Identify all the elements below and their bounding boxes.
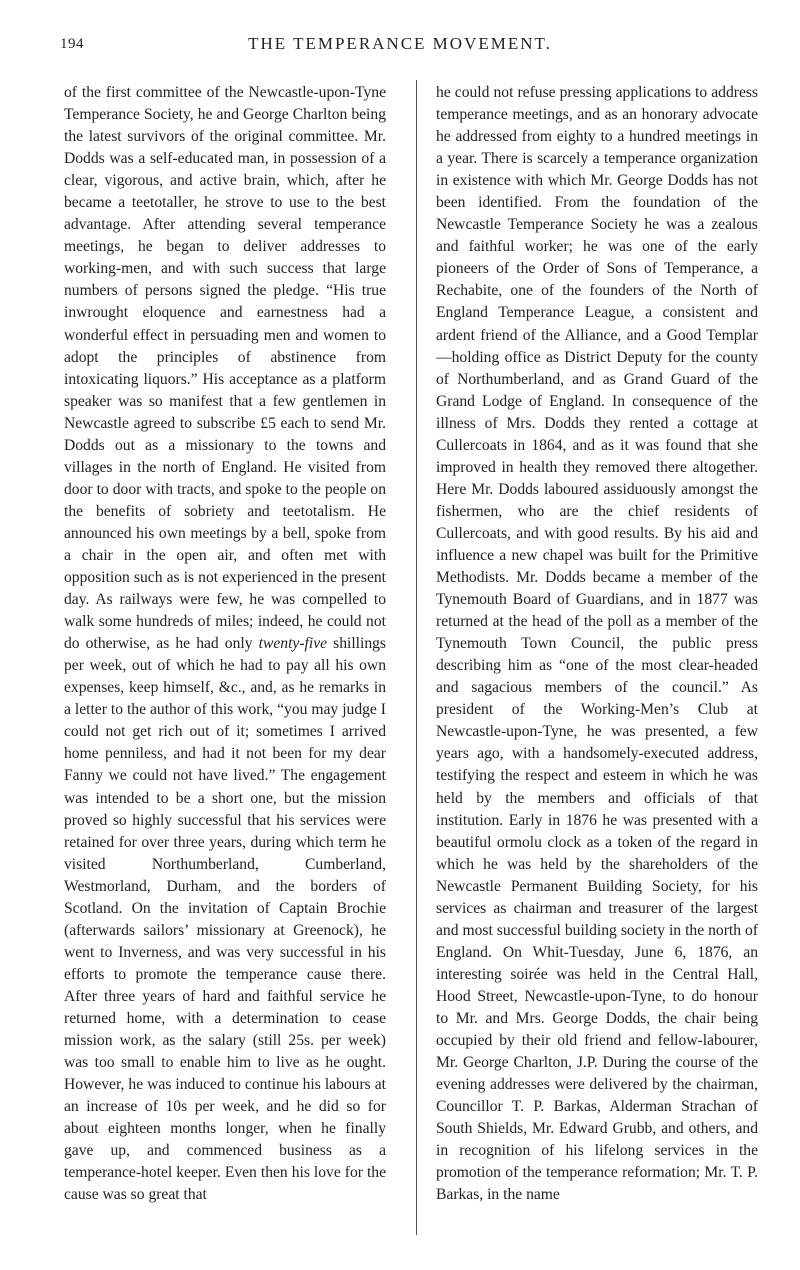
- page-number: 194: [60, 36, 84, 52]
- running-title: THE TEMPERANCE MOVEMENT.: [248, 34, 552, 53]
- column-divider: [416, 80, 417, 1235]
- left-text-part-2: shillings per week, out of which he had to pay all his own expenses, keep himself, &c., and, as he remarks in a letter to the author of this work, “you may judge I could not get rich out of it; sometimes I arrived home penniless, and had it not been for my dear Fanny we could not have lived.” The engagement was intended to be a short one, but the mission proved so highly successful that his services were retained for over three years, during which term he visited Northumberland, Cumberland, Westmorland, Durham, and the borders of Scotland. On the invitation of Captain Brochie (afterwards sailors’ missionary at Greenock), he went to Inverness, and was very successful in his efforts to promote the temperance cause there. After three years of hard and faithful service he returned home, with a determination to cease mission work, as the salary (still 25s. per week) was too small to enable him to live as he ought. However, he was induced to continue his labours at an increase of 10s per week, and he did so for about eighteen months longer, when he finally gave up, and commenced business as a temperance-hotel keeper. Even then his love for the cause was so great that: [64, 635, 386, 1204]
- left-text-italic: twenty-five: [258, 635, 328, 653]
- right-column-text: he could not refuse pressing applications to address temperance meetings, and as an honorary advocate he addressed from eighty to a hundred meetings in a year. There is scarcely a temperance organization in existence with which Mr. George Dodds has not been identified. From the foundation of the Newcastle Temperance Society he was a zealous and faithful worker; he was one of the early pioneers of the Order of Sons of Temperance, a Rechabite, one of the founders of the North of England Temperance League, a consistent and ardent friend of the Alliance, and a Good Templar—holding office as District Deputy for the county of Northumberland, and as Grand Guard of the Grand Lodge of England. In consequence of the illness of Mrs. Dodds they rented a cottage at Cullercoats in 1864, and as it was found that she improved in health they removed there altogether. Here Mr. Dodds laboured assiduously amongst the fishermen, who are the chief residents of Cullercoats, and with good results. By his aid and influence a new chapel was built for the Primitive Methodists. Mr. Dodds became a member of the Tynemouth Board of Guardians, and in 1877 was returned at the head of the poll as a member of the Tynemouth Town Council, the public press describing him as “one of the most clear-headed and sagacious members of the council.” As president of the Working-Men’s Club at Newcastle-upon-Tyne, he was presented, a few years ago, with a handsomely-executed address, testifying the respect and esteem in which he was held by the members and officials of that institution. Early in 1876 he was presented with a beautiful ormolu clock as a token of the regard in which he was held by the shareholders of the Newcastle Permanent Building Society, for his services as chairman and treasurer of the largest and most successful building society in the north of England. On Whit-Tuesday, June 6, 1876, an interesting soirée was held in the Central Hall, Hood Street, Newcastle-upon-Tyne, to do honour to Mr. and Mrs. George Dodds, the chair being occupied by their old friend and fellow-labourer, Mr. George Charlton, J.P. During the course of the evening addresses were delivered by the chairman, Councillor T. P. Barkas, Alderman Strachan of South Shields, Mr. Edward Grubb, and others, and in recognition of his lifelong services in the promotion of the temperance reformation; Mr. T. P. Barkas, in the name: [436, 84, 758, 1204]
- left-text-part-1: of the first committee of the Newcastle-upon-Tyne Temperance Society, he and George Charlton being the latest survivors of the original committee. Mr. Dodds was a self-educated man, in possession of a clear, vigorous, and active brain, which, after he became a teetotaller, he strove to use to the best advantage. After attending several temperance meetings, he began to deliver addresses to working-men, and with such success that large numbers of persons signed the pledge. “His true inwrought eloquence and earnestness had a wonderful effect in persuading men and women to adopt the principles of abstinence from intoxicating liquors.” His acceptance as a platform speaker was so manifest that a few gentlemen in Newcastle agreed to subscribe £5 each to send Mr. Dodds out as a missionary to the towns and villages in the north of England. He visited from door to door with tracts, and spoke to the people on the benefits of sobriety and teetotalism. He announced his own meetings by a bell, spoke from a chair in the open air, and often met with opposition such as is not experienced in the present day. As railways were few, he was compelled to walk some hundreds of miles; indeed, he could not do otherwise, as he had only: [64, 84, 386, 653]
- left-column-text: [64, 82, 386, 1206]
- right-column: [436, 82, 758, 1206]
- page-header: [60, 30, 740, 60]
- left-column: [64, 82, 386, 1206]
